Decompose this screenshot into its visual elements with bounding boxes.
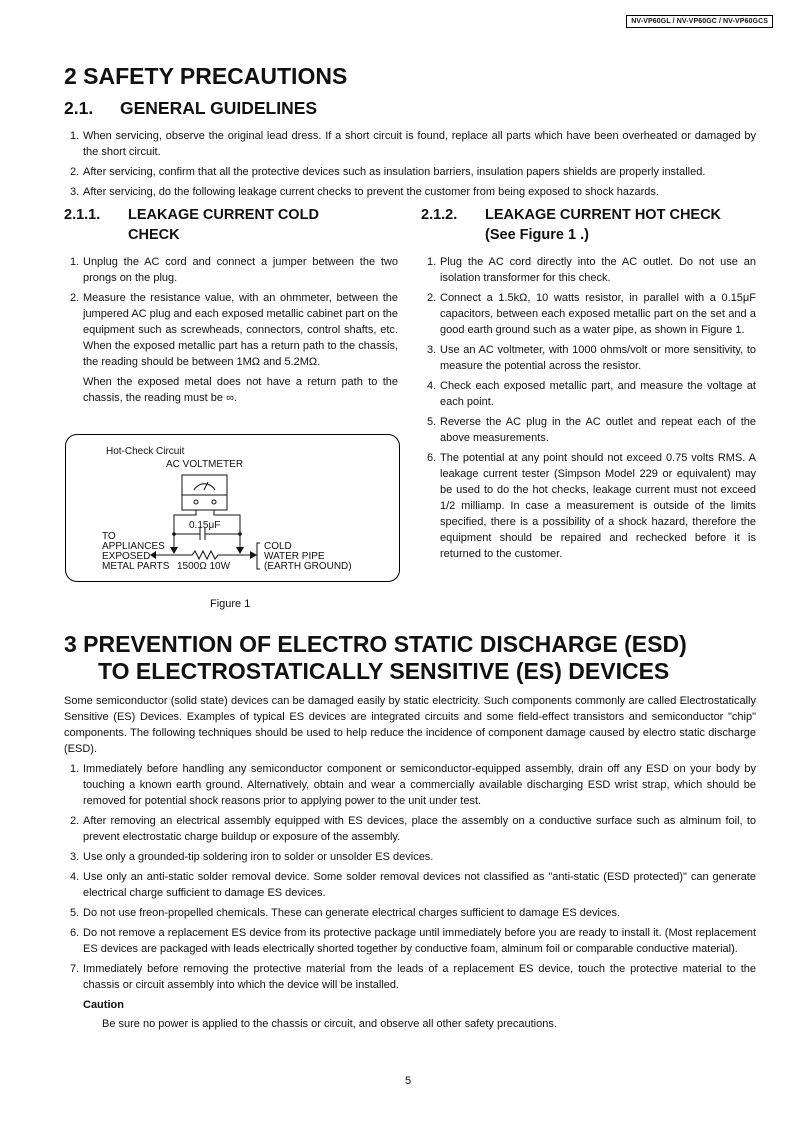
list-item-text: Do not use freon-propelled chemicals. These can generate electrical charges sufficient to damage ES devices. [83, 907, 621, 919]
water-pipe-label: WATER PIPE [264, 551, 325, 562]
list-item: 2. After removing an electrical assembly equipped with ES devices, place the assembly on a conductive surface such as alminum foil, to prevent electrostatic charge buildup or exposure of the assembly. [70, 815, 756, 843]
junction-dot-right [238, 532, 242, 536]
section-3-title-line2: TO ELECTROSTATICALLY SENSITIVE (ES) DEVICES [98, 658, 670, 684]
earth-ground-label: (EARTH GROUND) [264, 561, 352, 572]
list-item-text: After servicing, confirm that all the protective devices such as insulation barriers, insulation papers shields are properly installed. [83, 166, 706, 178]
list-item: 4. Check each exposed metallic part, and measure the voltage at each point. [427, 380, 756, 408]
section-3-title [64, 631, 687, 685]
cold-check-list [64, 254, 398, 370]
capacitor-label: 0.15μF [189, 520, 221, 531]
list-item-text: After servicing, do the following leakage current checks to prevent the customer from being exposed to shock hazards. [83, 186, 659, 198]
meter-terminal-left [194, 500, 198, 504]
appliances-label: APPLIANCES [102, 541, 165, 552]
section-2-1-1-title-line2: CHECK [128, 227, 180, 243]
meter-lead-left [174, 510, 196, 553]
meter-lead-right [214, 510, 240, 553]
list-item: 6. Do not remove a replacement ES device from its protective package until immediately before you are ready to install it. (Most replacement ES devices are packaged with leads electrically shorted together by conductive foam, alminum foil or comparable conductive material). [70, 927, 756, 955]
list-item-text: Connect a 1.5kΩ, 10 watts resistor, in parallel with a 0.15μF capacitors, between each exposed metallic part on the set and a good earth ground such as a water pipe, as shown in Figure 1. [440, 292, 756, 336]
section-2-1-title: GENERAL GUIDELINES [120, 98, 318, 118]
metal-parts-label: METAL PARTS [102, 561, 170, 572]
list-item-text: Immediately before removing the protective material from the leads of a replacement ES device, touch the protective material to the chassis or circuit assembly into which the device will be installed. [83, 963, 756, 991]
figure-caption: Figure 1 [210, 598, 251, 610]
list-item: 1. When servicing, observe the original lead dress. If a short circuit is found, replace all parts which have been overheated or damaged by the short circuit. [70, 130, 756, 158]
list-item: 2. Measure the resistance value, with an ohmmeter, between the jumpered AC plug and each exposed metallic cabinet part on the equipment such as screwheads, connectors, control shafts, etc. When the exposed metallic part has a return path to the chassis, the reading should be between 1MΩ and 5.2MΩ. [70, 292, 398, 368]
to-label: TO [102, 531, 116, 542]
list-item: 6. The potential at any point should not exceed 0.75 volts RMS. A leakage current tester (Simpson Model 229 or equivalent) may be used to do the hot checks, leakage current must not exceed 1/2 milliamp. In case a measurement is outside of the limits specified, there is a possibility of a shock hazard, therefore the equipment should be repaired and rechecked before it is returned to the customer. [427, 452, 756, 560]
hot-check-circuit-diagram [66, 435, 399, 581]
esd-intro-paragraph: Some semiconductor (solid state) devices can be damaged easily by static electricity. Such components commonly are called Electrostatically Sensitive (ES) Devices. Examples of typical ES devices are integrated circuits and some field-effect transistors and semiconductor "chip" components. The following techniques should be used to help reduce the incidence of component damage caused by electro static discharge (ESD). [64, 695, 756, 755]
list-item: 1. Immediately before handling any semiconductor component or semiconductor-equipped assembly, drain off any ESD on your body by touching a known earth ground. Alternatively, obtain and wear a commercially available discharging ESD wrist strap, which should be removed for potential shock reasons prior to applying power to the unit under test. [70, 763, 756, 807]
cold-label: COLD [264, 541, 292, 552]
list-item: 1. Plug the AC cord directly into the AC outlet. Do not use an isolation transformer for this check. [427, 256, 756, 284]
figure-title: Hot-Check Circuit [106, 446, 185, 457]
section-2-1-heading [64, 98, 317, 119]
cold-check-note: When the exposed metal does not have a return path to the chassis, the reading must be ∞. [83, 376, 398, 404]
arrow-down-icon-right [236, 547, 244, 554]
meter-needle-icon [204, 482, 208, 490]
section-2-1-2-title-line2: (See Figure 1 .) [485, 227, 589, 243]
list-item: 5. Reverse the AC plug in the AC outlet and repeat each of the above measurements. [427, 416, 756, 444]
list-item: 3. Use an AC voltmeter, with 1000 ohms/volt or more sensitivity, to measure the potential across the resistor. [427, 344, 756, 372]
list-item: 2. Connect a 1.5kΩ, 10 watts resistor, in parallel with a 0.15μF capacitors, between each exposed metallic part on the set and a good earth ground such as a water pipe, as shown in Figure 1. [427, 292, 756, 336]
junction-dot-left [172, 532, 176, 536]
hot-check-list [421, 254, 756, 562]
hot-check-circuit-figure [65, 434, 400, 582]
list-item-text: When servicing, observe the original lead dress. If a short circuit is found, replace all parts which have been overheated or damaged by the short circuit. [83, 130, 756, 158]
section-2-title: 2 SAFETY PRECAUTIONS [64, 63, 348, 89]
list-item: 5. Do not use freon-propelled chemicals. These can generate electrical charges sufficient to damage ES devices. [70, 907, 621, 919]
list-item: 3. Use only a grounded-tip soldering iron to solder or unsolder ES devices. [70, 851, 434, 863]
list-item-text: Measure the resistance value, with an ohmmeter, between the jumpered AC plug and each exposed metallic cabinet part on the equipment such as screwheads, connectors, control shafts, etc. When the exposed metallic part has a return path to the chassis, the reading should be between 1MΩ and 5.2MΩ. [83, 292, 398, 368]
list-item: 3. After servicing, do the following leakage current checks to prevent the customer from being exposed to shock hazards. [70, 186, 659, 198]
caution-text: Be sure no power is applied to the chassis or circuit, and observe all other safety precautions. [102, 1018, 557, 1030]
list-item: 1. Unplug the AC cord and connect a jumper between the two prongs on the plug. [70, 256, 398, 284]
list-item-text: Plug the AC cord directly into the AC outlet. Do not use an isolation transformer for this check. [440, 256, 756, 284]
list-item-text: The potential at any point should not exceed 0.75 volts RMS. A leakage current tester (Simpson Model 229 or equivalent) may be used to do the hot checks, leakage current must not exceed 1/2 milliamp. In case a measurement is outside of the limits specified, there is a possibility of a shock hazard, therefore the equipment should be repaired and rechecked before it is returned to the customer. [440, 452, 756, 560]
list-item-text: Do not remove a replacement ES device from its protective package until immediately before you are ready to install it. (Most replacement ES devices are packaged with leads electrically shorted together by conductive foam, alminum foil or comparable conductive material). [83, 927, 756, 955]
cold-check-column [64, 254, 398, 406]
list-item-text: Use only an anti-static solder removal device. Some solder removal devices not classified as "anti-static (ESD protected)" can generate electrical charge sufficient to damage ES devices. [83, 871, 756, 899]
voltmeter-box [182, 475, 227, 510]
caution-label: Caution [83, 999, 124, 1011]
list-item-text: Reverse the AC plug in the AC outlet and repeat each of the above measurements. [440, 416, 756, 444]
section-2-1-number: 2.1. [64, 98, 94, 118]
section-3-title-line1: 3 PREVENTION OF ELECTRO STATIC DISCHARGE (ESD) [64, 631, 687, 657]
section-2-1-1-title-line1: LEAKAGE CURRENT COLD [128, 207, 319, 223]
exposed-label: EXPOSED [102, 551, 151, 562]
water-pipe-bracket [257, 543, 260, 569]
section-2-1-1-number: 2.1.1. [64, 207, 101, 223]
section-2-1-2-heading [421, 205, 761, 245]
page-number: 5 [405, 1075, 412, 1087]
meter-terminal-right [212, 500, 216, 504]
list-item-text: Check each exposed metallic part, and measure the voltage at each point. [440, 380, 756, 408]
list-item-text: Unplug the AC cord and connect a jumper between the two prongs on the plug. [83, 256, 398, 284]
general-guidelines-list [64, 128, 756, 204]
list-item-text: Use only a grounded-tip soldering iron to solder or unsolder ES devices. [83, 851, 434, 863]
list-item: 4. Use only an anti-static solder removal device. Some solder removal devices not classified as "anti-static (ESD protected)" can generate electrical charge sufficient to damage ES devices. [70, 871, 756, 899]
list-item-text: Immediately before handling any semiconductor component or semiconductor-equipped assembly, drain off any ESD on your body by touching a known earth ground. Alternatively, obtain and wear a commercially available discharging ESD wrist strap, which should be removed for potential shock reasons prior to applying power to the unit under test. [83, 763, 756, 807]
section-2-1-2-number: 2.1.2. [421, 207, 458, 223]
list-item-text: Use an AC voltmeter, with 1000 ohms/volt or more sensitivity, to measure the potential across the resistor. [440, 344, 756, 372]
resistor-label: 1500Ω 10W [177, 561, 231, 572]
esd-techniques-list [64, 761, 756, 993]
list-item: 2. After servicing, confirm that all the protective devices such as insulation barriers, insulation papers shields are properly installed. [70, 166, 706, 178]
section-2-1-2-title-line1: LEAKAGE CURRENT HOT CHECK [485, 207, 722, 223]
arrow-right-icon [250, 551, 257, 559]
voltmeter-label: AC VOLTMETER [166, 459, 244, 470]
section-2-1-1-heading [64, 205, 404, 245]
arrow-left-icon [150, 551, 156, 559]
list-item-text: After removing an electrical assembly equipped with ES devices, place the assembly on a conductive surface such as alminum foil, to prevent electrostatic charge buildup or exposure of the assembly. [83, 815, 756, 843]
model-number-box: NV-VP60GL / NV-VP60GC / NV-VP60GCS [626, 15, 773, 28]
esd-techniques [64, 761, 756, 1032]
hot-check-column [421, 254, 756, 566]
arrow-down-icon-left [170, 547, 178, 554]
list-item: 7. Immediately before removing the protective material from the leads of a replacement ES device, touch the protective material to the chassis or circuit assembly into which the device will be installed. [70, 963, 756, 991]
